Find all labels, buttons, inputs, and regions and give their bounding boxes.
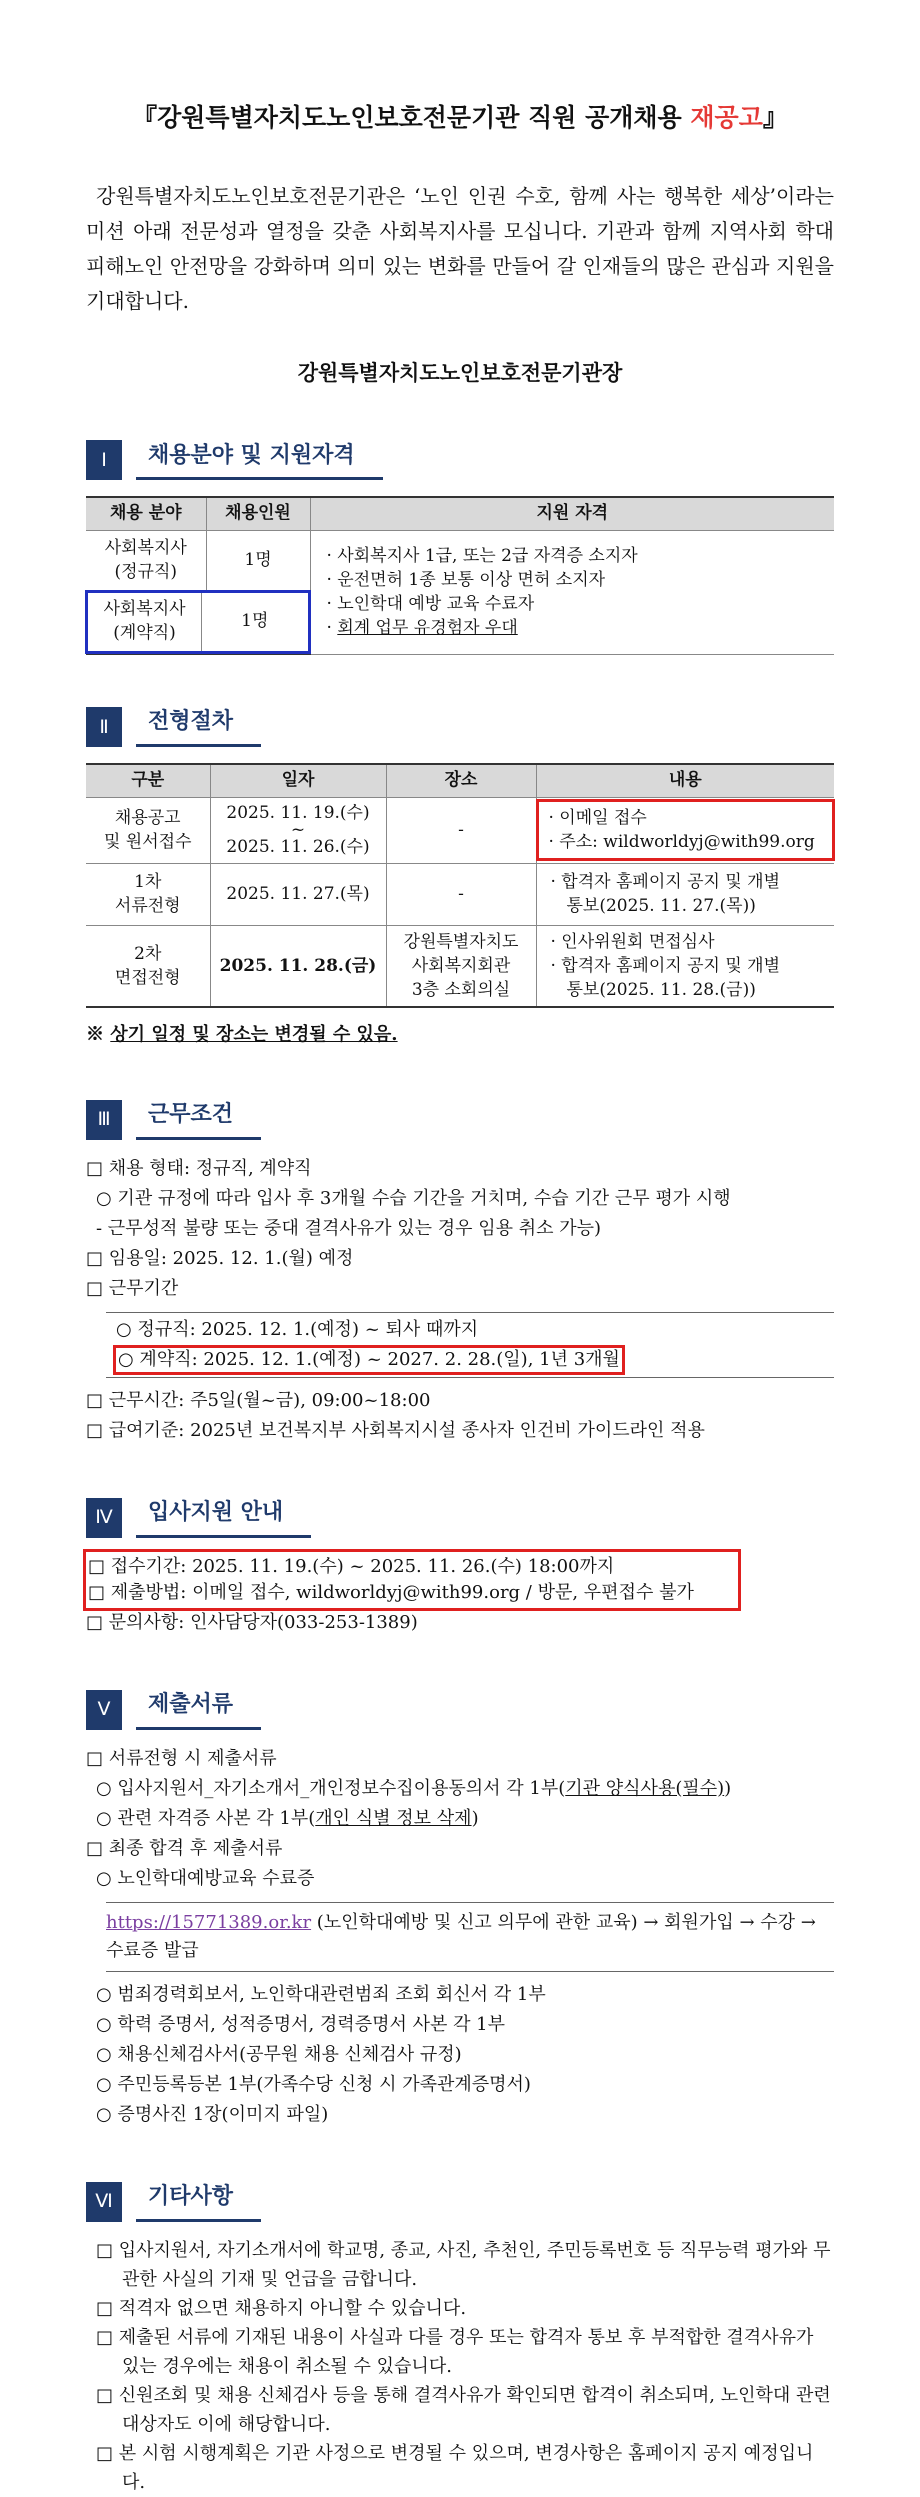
qualification-table: 채용 분야 채용인원 지원 자격 사회복지사 (정규직) 1명 · 사회복지사 1급, 또는 2급 자격증 소지자 · 운전면허 1종 보통 이상 면허 소지자 · 노인학대 예방 교육 수료자 · 회계 업무 유경험자 우대 사회복지사 (계약직) 1명 xyxy=(86,496,834,655)
table-cell: 사회복지사 (정규직) xyxy=(86,531,206,591)
section-5-header: Ⅴ 제출서류 xyxy=(86,1684,834,1730)
recruitment-notice xyxy=(0,100,920,2493)
misc-list xyxy=(86,2236,834,2497)
contract-position-highlight: 사회복지사 (계약직) 1명 xyxy=(88,593,308,651)
re-announcement-tag: 재공고 xyxy=(690,103,763,132)
application-info: □ 접수기간: 2025. 11. 19.(수) ~ 2025. 11. 26.(수) 18:00까지 □ 제출방법: 이메일 접수, wildworldyj@with99.org / 방문, 우편접수 불가 □ 문의사항: 인사담당자(033-253-1389) xyxy=(86,1552,834,1638)
list-item: □ 본 시험 시행계획은 기관 사정으로 변경될 수 있으며, 변경사항은 홈페이지 공지 예정입니다. xyxy=(96,2442,814,2493)
list-item: □ 신원조회 및 채용 신체검사 등을 통해 결격사유가 확인되면 합격이 취소되며, 노인학대 관련 대상자도 이에 해당합니다. xyxy=(96,2384,831,2435)
intro-paragraph: 강원특별자치도노인보호전문기관은 ‘노인 인권 수호, 함께 사는 행복한 세상’이라는 미션 아래 전문성과 열정을 갖춘 사회복지사를 모십니다. 기관과 함께 지역사회 학대 피해노인 안전망을 강화하며 의미 있는 변화를 만들어 갈 인재들의 많은 관심과 지원을 기대합니다. xyxy=(86,184,834,313)
section-4-header: Ⅳ 입사지원 안내 xyxy=(86,1492,834,1538)
section-6-header: Ⅵ 기타사항 xyxy=(86,2176,834,2222)
application-highlight: □ 접수기간: 2025. 11. 19.(수) ~ 2025. 11. 26.(수) 18:00까지 □ 제출방법: 이메일 접수, wildworldyj@with99.org / 방문, 우편접수 불가 xyxy=(86,1552,738,1608)
list-item: □ 입사지원서, 자기소개서에 학교명, 종교, 사진, 추천인, 주민등록번호 등 직무능력 평가와 무관한 사실의 기재 및 언급을 금합니다. xyxy=(96,2239,831,2290)
qualification-list: · 사회복지사 1급, 또는 2급 자격증 소지자 · 운전면허 1종 보통 이상 면허 소지자 · 노인학대 예방 교육 수료자 · 회계 업무 유경험자 우대 xyxy=(310,531,834,655)
process-table: 구분 일자 장소 내용 채용공고 및 원서접수 2025. 11. 19.(수) ~ 2025. 11. 26.(수) - · 이메일 접수 · 주소: wildworldyj@with99.org 1차 서류전형 2025. 11. 27.(목) - · 합격자 홈페이지 공지 및 개별 통보(2025. 11. 27.(목)) 2차 면접전형 2025. 11. 28.(금) 강원특별자치도 사회복지회관 3층 소회의실 · 인사위원회 면접심사 · 합격자 홈페이지 공지 및 개별 통보(2025. 11. 28.(금)) xyxy=(86,763,834,1008)
work-conditions: □ 채용 형태: 정규직, 계약직 ○ 기관 규정에 따라 입사 후 3개월 수습 기간을 거치며, 수습 기간 근무 평가 시행 - 근무성적 불량 또는 중대 결격사유가 있는 경우 임용 취소 가능) □ 임용일: 2025. 12. 1.(월) 예정 □ 근무기간 ○ 정규직: 2025. 12. 1.(예정) ~ 퇴사 때까지 ○ 계약직: 2025. 12. 1.(예정) ~ 2027. 2. 28.(일), 1년 3개월 □ 근무시간: 주5일(월~금), 09:00~18:00 □ 급여기준: 2025년 보건복지부 사회복지시설 종사자 인건비 가이드라인 적용 xyxy=(86,1154,834,1446)
email-highlight: · 이메일 접수 · 주소: wildworldyj@with99.org xyxy=(539,802,833,858)
list-item: □ 적격자 없으면 채용하지 아니할 수 있습니다. xyxy=(96,2297,467,2319)
schedule-note: ※ 상기 일정 및 장소는 변경될 수 있음. xyxy=(86,1024,398,1046)
contract-period-highlight: ○ 계약직: 2025. 12. 1.(예정) ~ 2027. 2. 28.(일), 1년 3개월 xyxy=(118,1348,620,1370)
required-documents: □ 서류전형 시 제출서류 ○ 입사지원서_자기소개서_개인정보수집이용동의서 각 1부(기관 양식사용(필수)) ○ 관련 자격증 사본 각 1부(개인 식별 정보 삭제) □ 최종 합격 후 제출서류 ○ 노인학대예방교육 수료증 https://15771389.or.kr (노인학대예방 및 신고 의무에 관한 교육) → 회원가입 → 수강 → 수료증 발급 ○ 범죄경력회보서, 노인학대관련범죄 조회 회신서 각 1부 ○ 학력 증명서, 성적증명서, 경력증명서 사본 각 1부 ○ 채용신체검사서(공무원 채용 신체검사 규정) ○ 주민등록등본 1부(가족수당 신청 시 가족관계증명서) ○ 증명사진 1장(이미지 파일) xyxy=(86,1744,834,2130)
section-3-header: Ⅲ 근무조건 xyxy=(86,1094,834,1140)
signature: 강원특별자치도노인보호전문기관장 xyxy=(297,361,623,385)
section-2-header: Ⅱ 전형절차 xyxy=(86,701,834,747)
page-title: 『강원특별자치도노인보호전문기관 직원 공개채용 재공고』 xyxy=(132,103,788,132)
list-item: □ 제출된 서류에 기재된 내용이 사실과 다를 경우 또는 합격자 통보 후 부적합한 결격사유가 있는 경우에는 채용이 취소될 수 있습니다. xyxy=(96,2326,814,2377)
section-1-header: Ⅰ 채용분야 및 지원자격 xyxy=(86,434,834,480)
education-site-link[interactable]: https://15771389.or.kr xyxy=(106,1911,312,1933)
